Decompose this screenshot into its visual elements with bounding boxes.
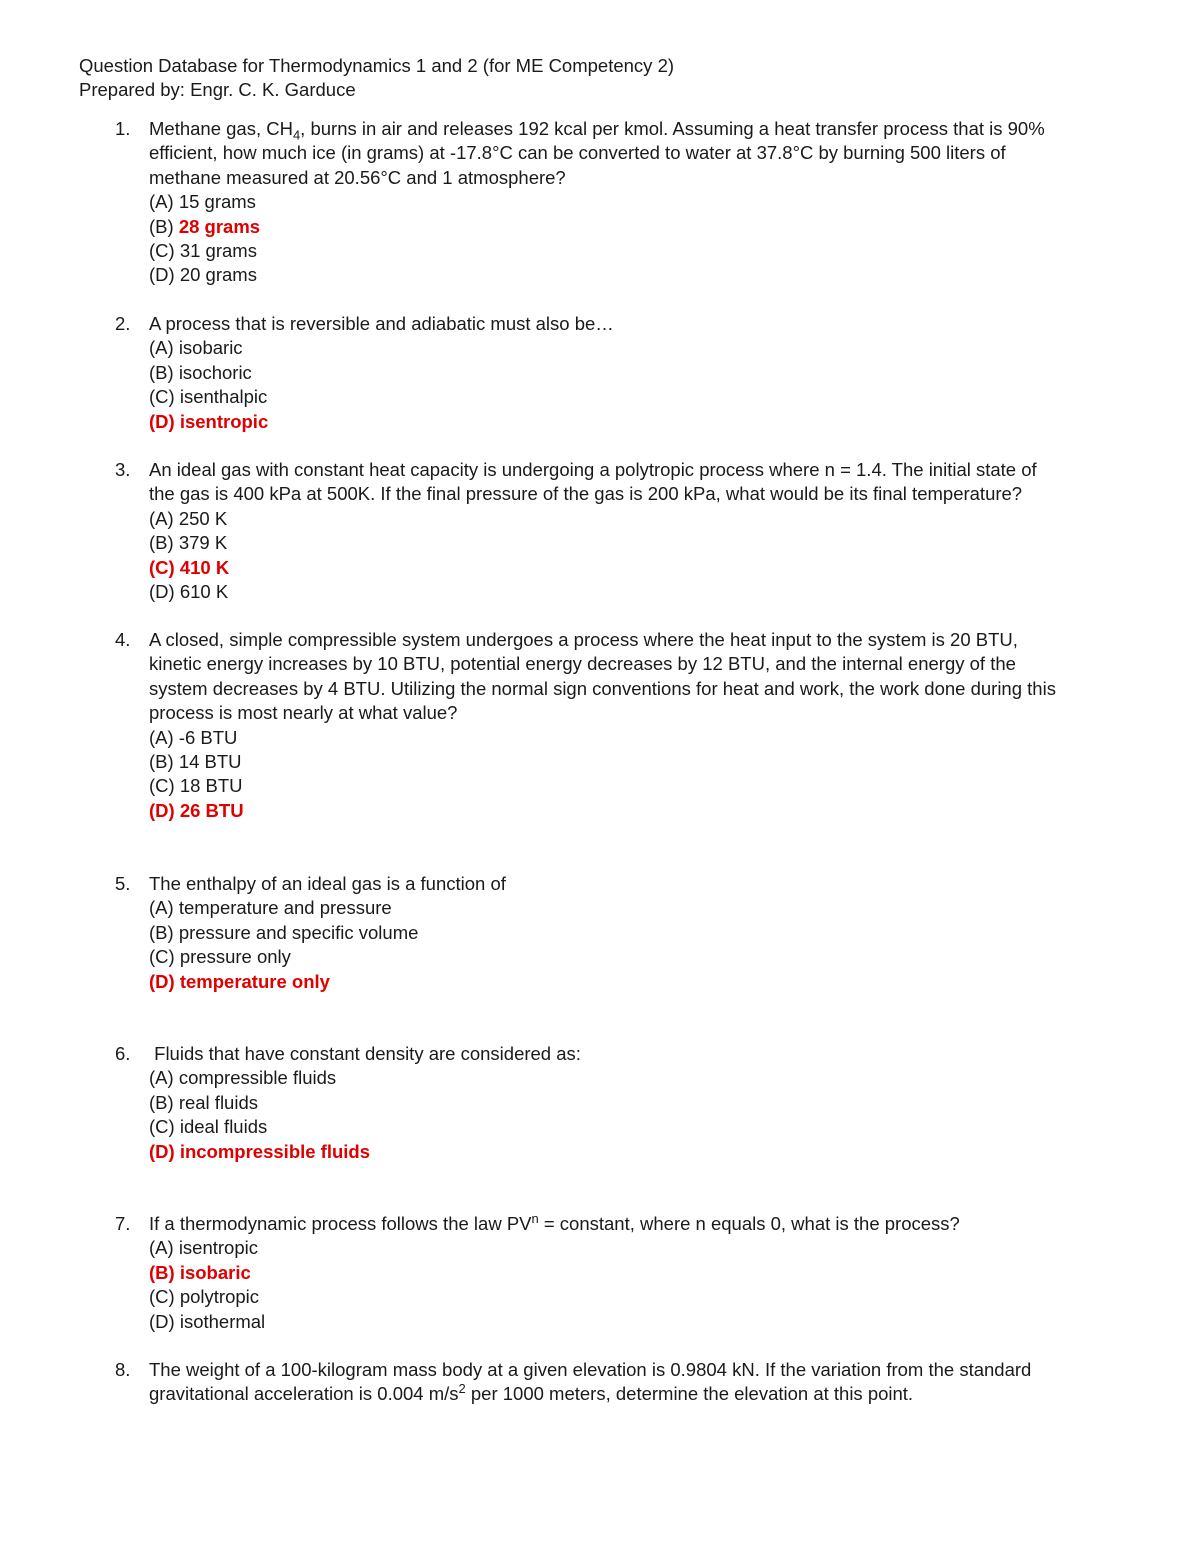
document-author: Prepared by: Engr. C. K. Garduce	[79, 79, 356, 100]
choice-a: (A) isentropic	[149, 1237, 258, 1259]
choice-a: (A) 250 K	[149, 507, 228, 529]
question-number: 7.	[115, 1213, 131, 1234]
choice-c: (C) ideal fluids	[149, 1116, 268, 1138]
choice-a: (A) 15 grams	[149, 191, 256, 213]
choice-b: (B) pressure and specific volume	[149, 921, 419, 943]
question-number: 8.	[115, 1359, 131, 1380]
choice-c: (C) pressure only	[149, 946, 291, 968]
question-stem: A process that is reversible and adiabatic must also be…	[149, 313, 614, 334]
choice-c: (C) 18 BTU	[149, 775, 243, 797]
choice-a: (A) temperature and pressure	[149, 897, 392, 919]
question-stem: Fluids that have constant density are considered as:	[149, 1043, 581, 1064]
choice-d-correct: (D) 26 BTU	[149, 799, 244, 821]
question-number: 2.	[115, 313, 131, 334]
question-stem: Methane gas, $CH_4$, burns in air and releases 192 kcal per kmol. Assuming a heat transfer process that is 90%	[149, 118, 1045, 143]
question-7	[115, 1212, 1125, 1334]
choice-b: (B) 14 BTU	[149, 751, 242, 773]
choice-a: (A) compressible fluids	[149, 1067, 337, 1089]
document-title: Question Database for Thermodynamics 1 and 2 (for ME Competency 2)	[79, 55, 675, 76]
question-number: 3.	[115, 459, 131, 480]
question-stem: process is most nearly at what value?	[149, 702, 458, 724]
question-8	[115, 1358, 1125, 1407]
question-3	[115, 458, 1125, 604]
choice-b: (B) real fluids	[149, 1091, 258, 1113]
question-number: 6.	[115, 1043, 131, 1064]
choice-a: (A) -6 BTU	[149, 726, 238, 748]
question-stem: An ideal gas with constant heat capacity is undergoing a polytropic process where n = 1.4. The initial state of	[149, 459, 1037, 480]
question-number: 5.	[115, 873, 131, 894]
question-stem: The enthalpy of an ideal gas is a function of	[149, 873, 506, 894]
choice-c-correct: (C) 410 K	[149, 556, 230, 578]
choice-b-correct: (B) 28 grams	[149, 215, 261, 237]
question-stem: the gas is 400 kPa at 500K. If the final pressure of the gas is 200 kPa, what would be its final temperature?	[149, 483, 1023, 505]
question-stem: gravitational acceleration is 0.004 $m/s^2$ per 1000 meters, determine the elevation at this point.	[149, 1381, 914, 1405]
question-stem: A closed, simple compressible system undergoes a process where the heat input to the system is 20 BTU,	[149, 629, 1018, 650]
question-stem: efficient, how much ice (in grams) at -17.8°C can be converted to water at 37.8°C by burning 500 liters of	[149, 142, 1006, 164]
choice-d-correct: (D) temperature only	[149, 970, 330, 992]
choice-c: (C) 31 grams	[149, 240, 257, 262]
question-stem: If a thermodynamic process follows the law $PV^n$ = constant, where n equals 0, what is the process?	[149, 1210, 960, 1234]
choice-b: (B) isochoric	[149, 361, 252, 383]
choice-b: (B) 379 K	[149, 532, 228, 554]
question-stem: methane measured at 20.56°C and 1 atmosphere?	[149, 166, 566, 188]
choice-a: (A) isobaric	[149, 337, 243, 359]
question-1	[115, 117, 1125, 288]
choice-d: (D) isothermal	[149, 1310, 266, 1332]
question-4	[115, 628, 1125, 823]
question-6	[115, 1042, 1125, 1164]
question-stem: The weight of a 100-kilogram mass body at a given elevation is 0.9804 kN. If the variation from the standard	[149, 1359, 1032, 1380]
question-5	[115, 872, 1125, 994]
question-2	[115, 312, 1125, 434]
choice-d: (D) 20 grams	[149, 264, 257, 286]
choice-d-correct: (D) incompressible fluids	[149, 1140, 371, 1162]
question-number: 4.	[115, 629, 131, 650]
question-number: 1.	[115, 118, 131, 139]
choice-c: (C) isenthalpic	[149, 386, 268, 408]
choice-d-correct: (D) isentropic	[149, 410, 269, 432]
choice-c: (C) polytropic	[149, 1286, 260, 1308]
choice-d: (D) 610 K	[149, 581, 229, 603]
choice-b-correct: (B) isobaric	[149, 1261, 251, 1283]
question-stem: kinetic energy increases by 10 BTU, potential energy decreases by 12 BTU, and the internal energy of the	[149, 653, 1016, 675]
question-stem: system decreases by 4 BTU. Utilizing the normal sign conventions for heat and work, the work done during this	[149, 677, 1056, 699]
